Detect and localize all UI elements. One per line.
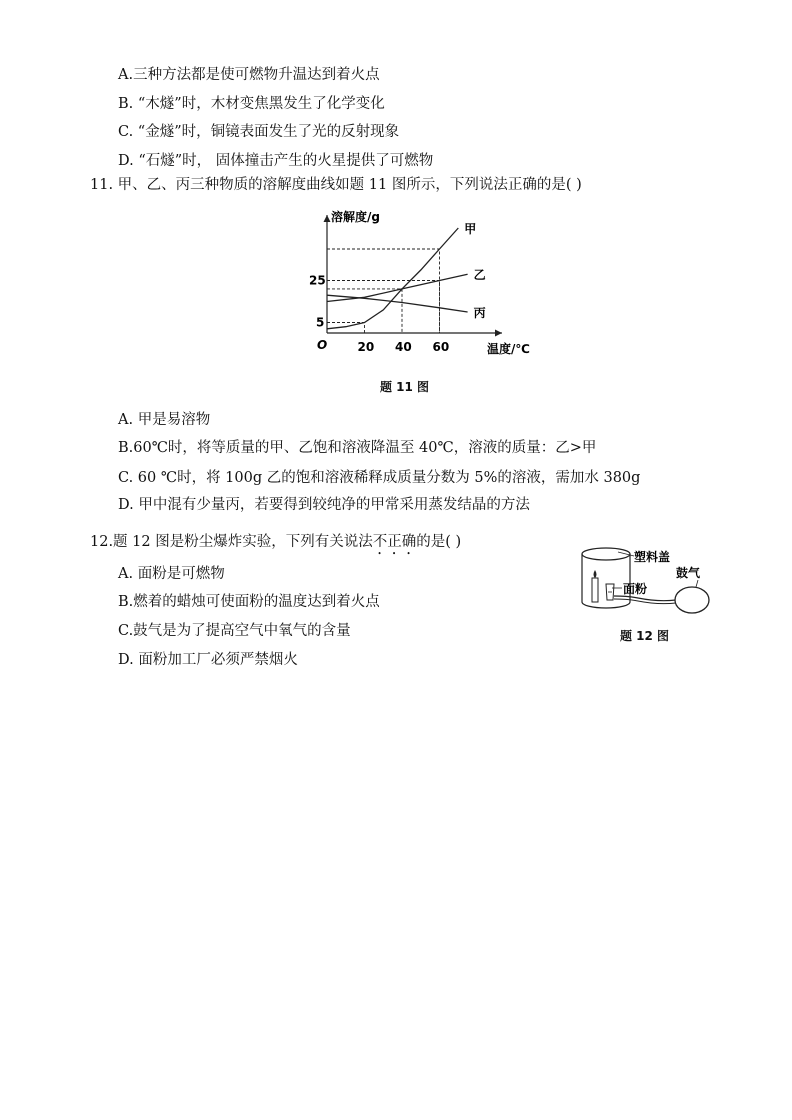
- lid-label: 塑料盖: [634, 550, 671, 564]
- series-label-1: 乙: [473, 268, 486, 283]
- q12-option-c: C.鼓气是为了提高空气中氧气的含量: [118, 623, 351, 639]
- x-tick-label-2: 60: [432, 340, 450, 354]
- q12-option-d: D. 面粉加工厂必须严禁烟火: [118, 652, 298, 668]
- q11-option-d: D. 甲中混有少量丙，若要得到较纯净的甲常采用蒸发结晶的方法: [118, 497, 530, 513]
- q12-stem: [90, 532, 461, 558]
- flame-icon: [594, 570, 597, 578]
- guide-line-2: [327, 281, 440, 334]
- q12-option-b: B.燃着的蜡烛可使面粉的温度达到着火点: [118, 594, 380, 610]
- q10-option-b: B. “木燧”时，木材变焦黑发生了化学变化: [118, 96, 385, 112]
- q11-option-c: C. 60 ℃时，将 100g 乙的饱和溶液稀释成质量分数为 5%的溶液，需加水 380g: [118, 470, 641, 486]
- q12-option-a: A. 面粉是可燃物: [118, 566, 225, 582]
- blow-air-label: 鼓气: [676, 566, 701, 580]
- series-label-2: 丙: [473, 306, 486, 320]
- series-label-0: 甲: [464, 222, 477, 236]
- series-line-0: [327, 228, 458, 329]
- q10-option-a: A.三种方法都是使可燃物升温达到着火点: [118, 67, 380, 83]
- q11-option-b: B.60℃时，将等质量的甲、乙饱和溶液降温至 40℃，溶液的质量：乙>甲: [118, 440, 597, 456]
- rubber-bulb-icon: [675, 587, 709, 613]
- can-body-icon: [582, 554, 630, 608]
- x-axis-label: 温度/℃: [487, 342, 530, 356]
- q12-stem-post: 的是( ): [416, 534, 462, 550]
- q11-stem: 11. 甲、乙、丙三种物质的溶解度曲线如题 11 图所示，下列说法正确的是( ): [90, 177, 582, 193]
- origin-label: O: [317, 338, 328, 352]
- q12-stem-emphasis: 不正确: [372, 534, 417, 550]
- x-tick-label-1: 40: [395, 340, 412, 354]
- q12-figure-caption: 题 12 图: [620, 629, 670, 643]
- y-tick-label-0: 5: [316, 315, 325, 330]
- q12-stem-pre: 12.题 12 图是粉尘爆炸实验，下列有关说法: [90, 534, 373, 550]
- x-tick-label-0: 20: [357, 340, 375, 354]
- air-tube-icon: [614, 596, 676, 601]
- y-tick-label-1: 25: [309, 273, 326, 288]
- q11-figure-caption: 题 11 图: [380, 380, 430, 394]
- guide-line-3: [327, 249, 440, 333]
- flour-label: 面粉: [623, 582, 648, 596]
- q10-option-d: D. “石燧”时， 固体撞击产生的火星提供了可燃物: [118, 153, 434, 169]
- solubility-chart: [305, 205, 530, 365]
- q11-option-a: A. 甲是易溶物: [118, 412, 211, 428]
- q10-option-c: C. “金燧”时，铜镜表面发生了光的反射现象: [118, 124, 400, 140]
- dust-explosion-diagram: [578, 540, 718, 620]
- y-axis-label: 溶解度/g: [331, 210, 380, 224]
- series-line-2: [327, 295, 468, 312]
- candle-icon: [592, 578, 598, 602]
- can-lid-icon: [582, 548, 630, 560]
